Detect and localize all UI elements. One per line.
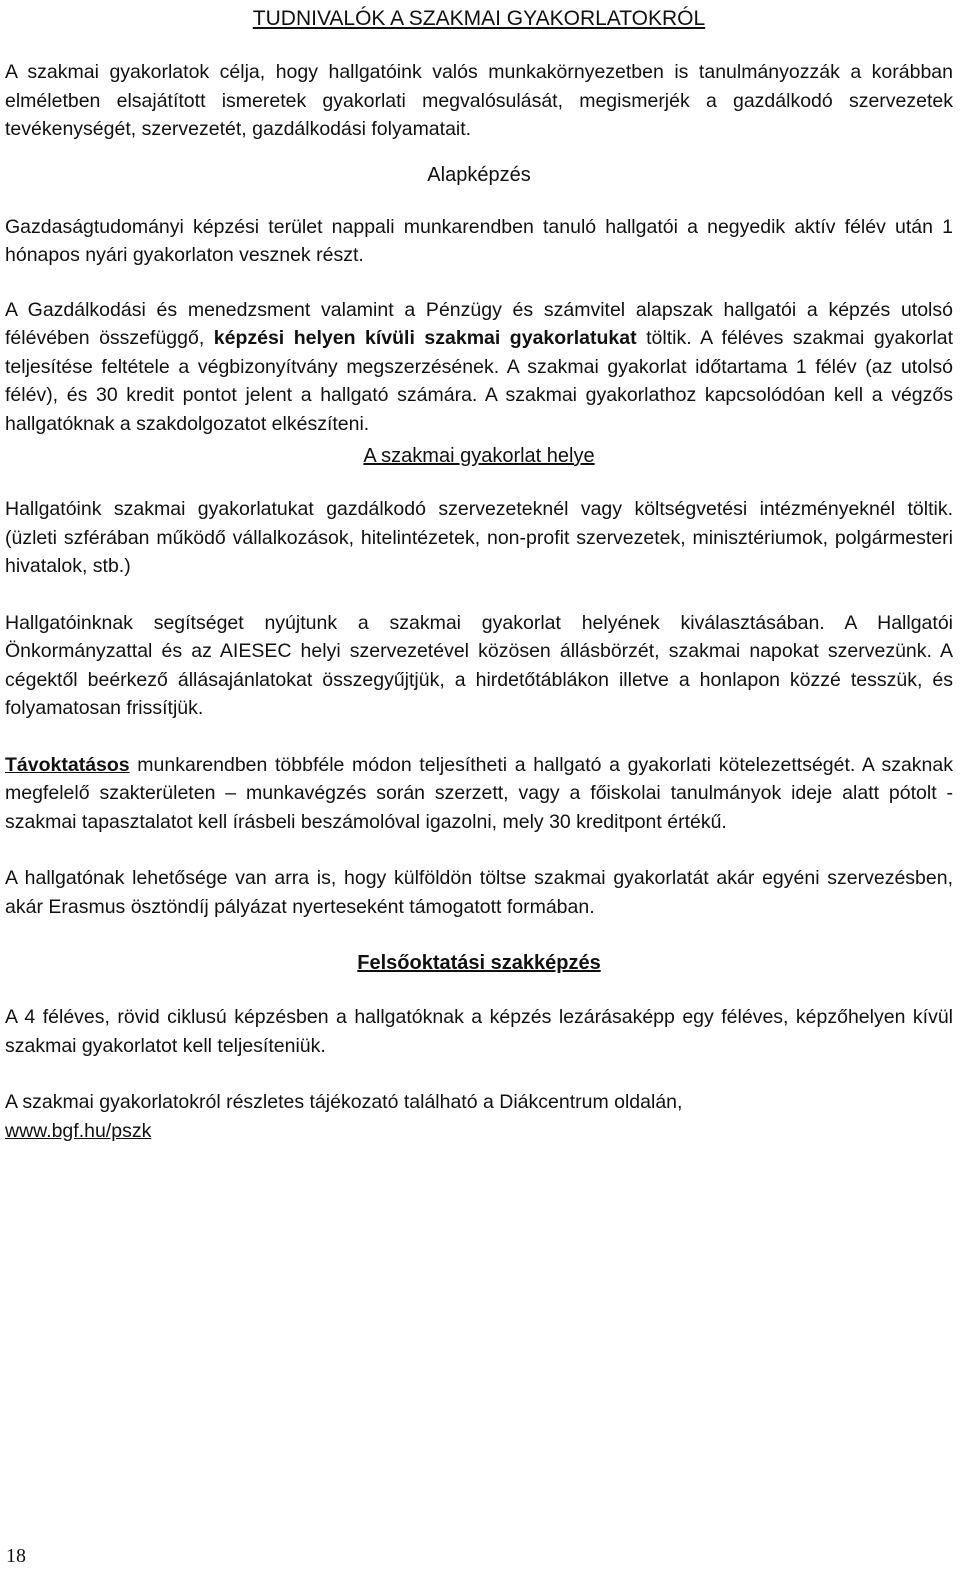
alapkepzes-p2-text-before: A Gazdálkodási és menedzsment valamint a Pénzügy és számvitel alapszak hallgatói a képzés utolsó félévében összefüggő, — [5, 298, 953, 349]
alapkepzes-p2-text-after: töltik. A féléves szakmai gyakorlat teljesítése feltétele a végbizonyítvány megszerzésének. A szakmai gyakorlat időtartama 1 félév (az utolsó félév), és 30 kredit pontot jelent a hallgató számára. A szakmai gyakorlathoz kapcsolódóan kell a végzős hallgatóknak a szakdolgozatot elkészíteni. — [5, 327, 953, 435]
tavoktatas-lead-word: Távoktatásos — [5, 753, 130, 776]
alapkepzes-p2-bold-phrase: képzési helyen kívüli szakmai gyakorlatukat — [213, 327, 637, 349]
page-number: 18 — [6, 1545, 26, 1567]
tavoktatas-text: munkarendben többféle módon teljesítheti a hallgató a gyakorlati kötelezettségét. A szaknak megfelelő szakterületen – munkavégzés során szerzett, vagy a főiskolai tanulmányok ideje alatt pótolt - szakmai tapasztalatot kell írásbeli beszámolóval igazolni, mely 30 kreditpont értékű. — [5, 753, 953, 833]
heading-alapkepzes: Alapképzés — [427, 163, 531, 186]
reszletes-paragraph — [5, 1088, 953, 1145]
reszletes-text: A szakmai gyakorlatokról részletes tájékozató található a Diákcentrum oldalán, — [5, 1091, 683, 1113]
pszk-link[interactable]: www.bgf.hu/pszk — [5, 1119, 152, 1142]
tavoktatas-paragraph — [5, 751, 953, 837]
kulfold-paragraph: A hallgatónak lehetősége van arra is, hogy külföldön töltse szakmai gyakorlatát akár egyéni szervezésben, akár Erasmus ösztöndíj pályázat nyerteseként támogatott formában. — [5, 867, 953, 918]
felso-paragraph: A 4 féléves, rövid ciklusú képzésben a hallgatóknak a képzés lezárásaképp egy féléves, képzőhelyen kívül szakmai gyakorlatot kell teljesíteniük. — [5, 1006, 953, 1057]
document-title: TUDNIVALÓK A SZAKMAI GYAKORLATOKRÓL — [252, 7, 706, 30]
helye-paragraph-2: Hallgatóinknak segítséget nyújtunk a szakmai gyakorlat helyének kiválasztásában. A Hallgatói Önkormányzattal és az AIESEC helyi szervezetével közösen állásbörzét, szakmai napokat szervezünk. A cégektől beérkező állásajánlatokat összegyűjtjük, a hirdetőtáblákon illetve a honlapon közzé tesszük, és folyamatosan frissítjük. — [5, 611, 953, 719]
intro-paragraph: A szakmai gyakorlatok célja, hogy hallgatóink valós munkakörnyezetben is tanulmányozzák a korábban elméletben elsajátított ismeretek gyakorlati megvalósulását, megismerjék a gazdálkodó szervezetek tevékenységét, szervezetét, gazdálkodási folyamatait. — [5, 61, 953, 140]
helye-paragraph-1: Hallgatóink szakmai gyakorlatukat gazdálkodó szervezeteknél vagy költségvetési intézményeknél töltik. (üzleti szférában működő vállalkozások, hitelintézetek, non-profit szervezetek, minisztériumok, polgármesteri hivatalok, stb.) — [5, 498, 953, 577]
heading-felsooktatasi-szakkepzes: Felsőoktatási szakképzés — [357, 952, 601, 974]
alapkepzes-paragraph-1: Gazdaságtudományi képzési terület nappali munkarendben tanuló hallgatói a negyedik aktív félév után 1 hónapos nyári gyakorlaton vesznek részt. — [5, 215, 953, 266]
alapkepzes-paragraph-2 — [5, 296, 953, 439]
heading-gyakorlat-helye: A szakmai gyakorlat helye — [363, 445, 595, 467]
document-page — [5, 0, 953, 1145]
